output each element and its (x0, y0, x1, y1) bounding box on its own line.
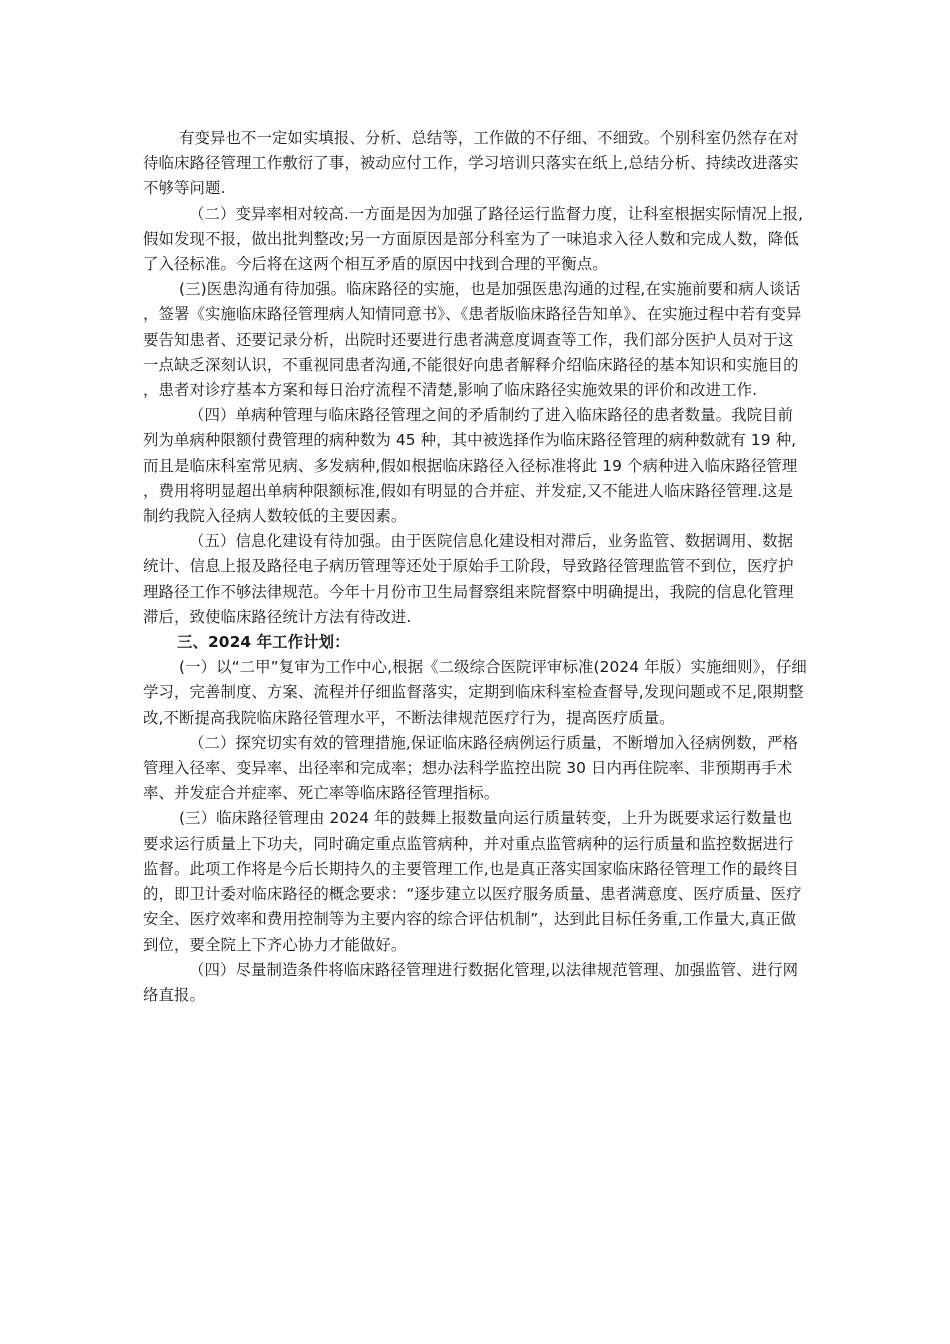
paragraph-informatization: （五）信息化建设有待加强。由于医院信息化建设相对滞后，业务监管、数据调用、数据统计、信息上报及路径电子病历管理等还处于原始手工阶段，导致路径管理监管不到位，医疗护理路径工作不够法律规范。今年十月份市卫生局督察组来院督察中明确提出，我院的信息化管理滞后，致使临床路径统计方法有待改进. (143, 532, 794, 626)
section-heading-work-plan: 三、2024 年工作计划： (177, 633, 350, 652)
paragraph-plan-two: （二）探究切实有效的管理措施,保证临床路径病例运行质量，不断增加入径病例数，严格管理入径率、变异率、出径率和完成率；想办法科学监控出院 30 日内再住院率、非预期再手术率、并发症合并症率、死亡率等临床路径管理指标。 (143, 733, 799, 803)
document-body (143, 126, 807, 1008)
paragraph-communication: (三)医患沟通有待加强。临床路径的实施，也是加强医患沟通的过程,在实施前要和病人谈话，签署《实施临床路径管理病人知情同意书》、《患者版临床路径告知单》、在实施过程中若有变异要告知患者、还要记录分析，出院时还要进行患者满意度调查等工作，我们部分医护人员对于这一点缺乏深刻认识，不重视同患者沟通,不能很好向患者解释介绍临床路径的基本知识和实施目的，患者对诊疗基本方案和每日治疗流程不清楚,影响了临床路径实施效果的评价和改进工作. (143, 280, 802, 400)
paragraph-variation-rate: （二）变异率相对较高.一方面是因为加强了路径运行监督力度，让科室根据实际情况上报,假如发现不报，做出批判整改;另一方面原因是部分科室为了一味追求入径人数和完成人数，降低了入径标准。今后将在这两个相互矛盾的原因中找到合理的平衡点。 (143, 204, 804, 274)
paragraph-plan-one: (一）以“二甲”复审为工作中心,根据《二级综合医院评审标准(2024 年版）实施细则》，仔细学习，完善制度、方案、流程并仔细监督落实，定期到临床科室检查督导,发现问题或不足,限期整改,不断提高我院临床路径管理水平，不断法律规范医疗行为，提高医疗质量。 (143, 658, 807, 727)
paragraph-plan-four: （四）尽量制造条件将临床路径管理进行数据化管理,以法律规范管理、加强监管、进行网络直报。 (143, 960, 799, 1004)
paragraph-summary-continuation: 有变异也不一定如实填报、分析、总结等，工作做的不仔细、不细致。个别科室仍然存在对待临床路径管理工作敷衍了事，被动应付工作，学习培训只落实在纸上,总结分析、持续改进落实不够等问题. (143, 129, 799, 198)
paragraph-single-disease: （四）单病种管理与临床路径管理之间的矛盾制约了进入临床路径的患者数量。我院目前列为单病种限额付费管理的病种数为 45 种，其中被选择作为临床路径管理的病种数就有 19 种,而且是临床科室常见病、多发病种,假如根据临床路径入径标准将此 19 个病种进入临床路径管理，费用将明显超出单病种限额标准,假如有明显的合并症、并发症,又不能进人临床路径管理.这是制约我院入径病人数较低的主要因素。 (143, 406, 798, 526)
paragraph-plan-three: (三）临床路径管理由 2024 年的鼓舞上报数量向运行质量转变，上升为既要求运行数量也要求运行质量上下功夫，同时确定重点监管病种，并对重点监管病种的运行质量和监控数据进行监督。此项工作将是今后长期持久的主要管理工作,也是真正落实国家临床路径管理工作的最终目的，即卫计委对临床路径的概念要求：“逐步建立以医疗服务质量、患者满意度、医疗质量、医疗安全、医疗效率和费用控制等为主要内容的综合评估机制”，达到此目标任务重,工作量大,真正做到位，要全院上下齐心协力才能做好。 (143, 809, 802, 954)
